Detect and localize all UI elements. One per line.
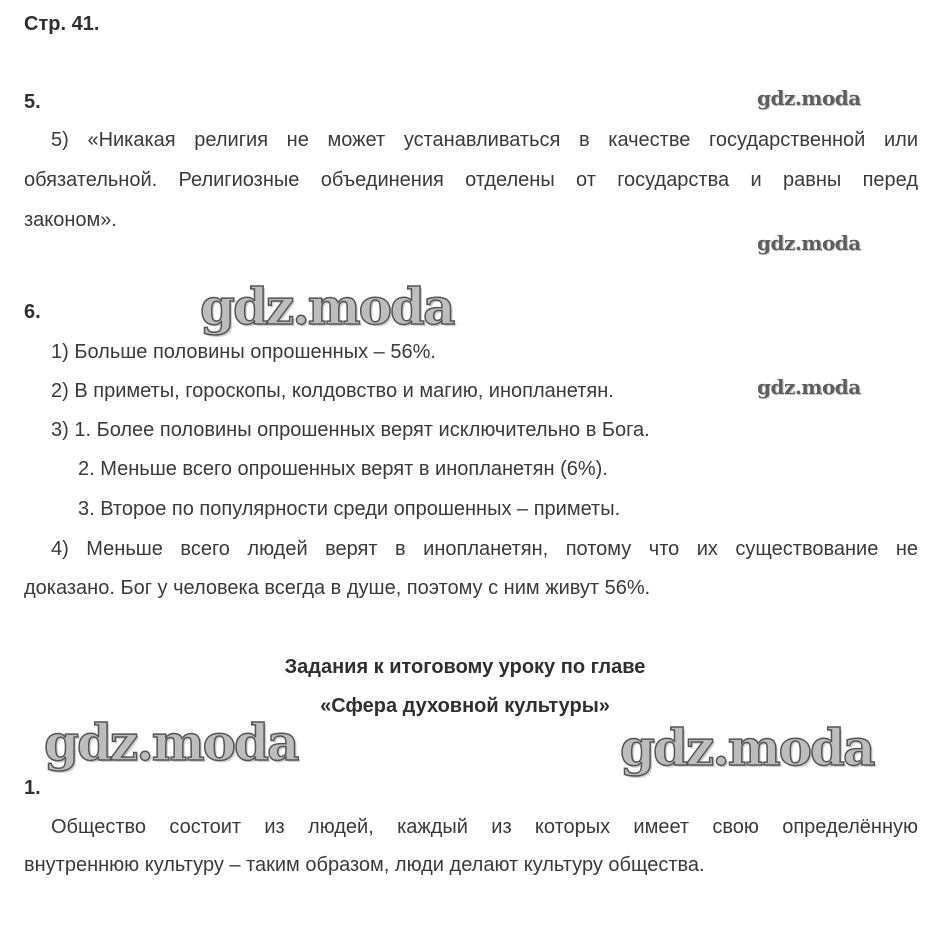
task-6-item-3-sub-2: 2. Меньше всего опрошенных верят в инопланетян (6%).	[78, 458, 608, 480]
task-5-line-2: обязательной. Религиозные объединения отделены от государства и равны перед	[24, 169, 918, 191]
task-6-item-4-line-1: 4) Меньше всего людей верят в инопланетян, потому что их существование не	[51, 538, 918, 560]
task-5-line-3: законом».	[24, 209, 117, 231]
section-title-line-1: Задания к итоговому уроку по главе	[284, 656, 646, 678]
task-1-number: 1.	[24, 777, 41, 799]
watermark-large-2: gdz.moda	[44, 713, 298, 772]
task-6-number: 6.	[24, 301, 41, 323]
task-6-item-1: 1) Больше половины опрошенных – 56%.	[51, 341, 436, 363]
task-6-item-3: 3) 1. Более половины опрошенных верят исключительно в Бога.	[51, 419, 650, 441]
watermark-small-1: gdz.moda	[757, 86, 861, 110]
task-5-number: 5.	[24, 91, 41, 113]
watermark-large-1: gdz.moda	[200, 277, 454, 336]
task-6-item-2: 2) В приметы, гороскопы, колдовство и магию, инопланетян.	[51, 380, 614, 402]
watermark-small-2: gdz.moda	[757, 231, 861, 255]
section-title-line-2: «Сфера духовной культуры»	[320, 695, 610, 717]
page-header: Стр. 41.	[24, 13, 100, 35]
task-1-line-2: внутреннюю культуру – таким образом, люди делают культуру общества.	[24, 854, 705, 876]
task-6-item-3-sub-3: 3. Второе по популярности среди опрошенных – приметы.	[78, 498, 621, 520]
task-6-item-4-line-2: доказано. Бог у человека всегда в душе, поэтому с ним живут 56%.	[24, 577, 651, 599]
watermark-small-3: gdz.moda	[757, 375, 861, 399]
task-5-line-1: 5) «Никакая религия не может устанавливаться в качестве государственной или	[51, 129, 918, 151]
task-1-line-1: Общество состоит из людей, каждый из которых имеет свою определённую	[51, 816, 918, 838]
watermark-large-3: gdz.moda	[620, 718, 874, 777]
